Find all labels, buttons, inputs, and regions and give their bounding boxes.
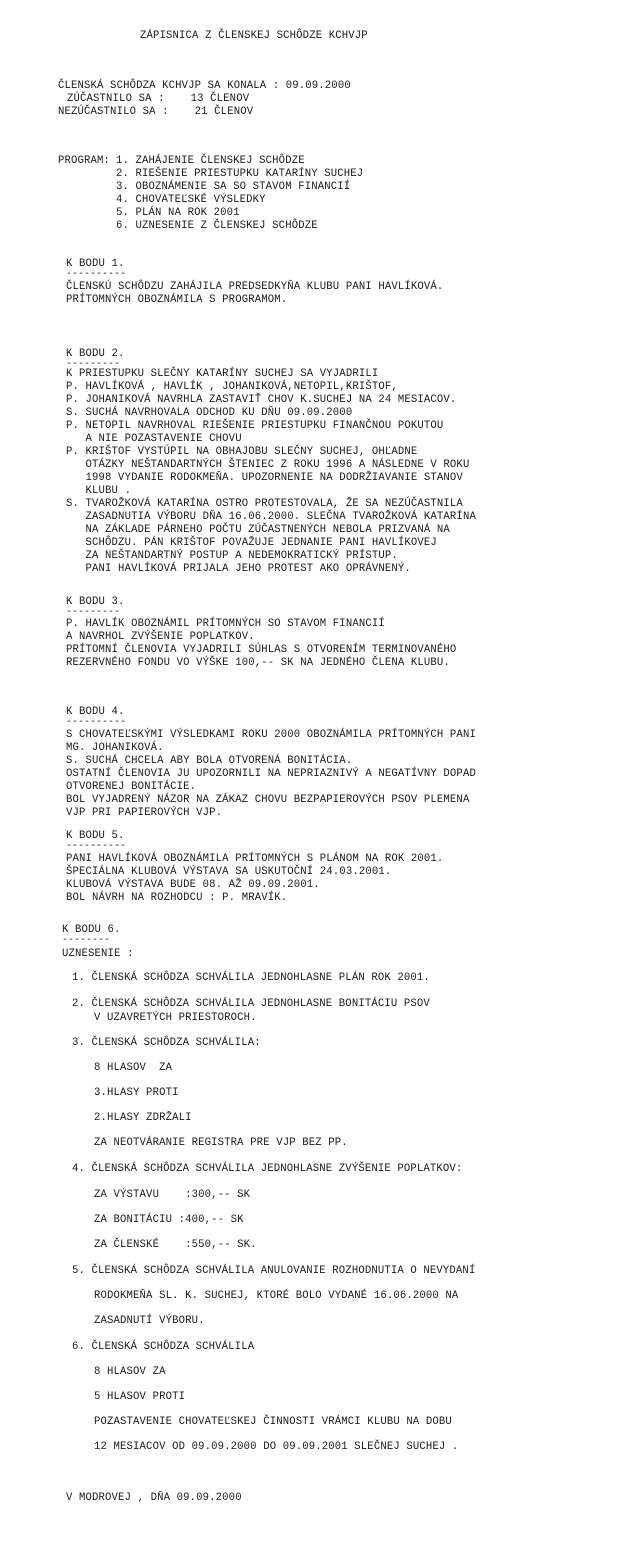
- resolution-3-text: ZA NEOTVÁRANIE REGISTRA PRE VJP BEZ PP.: [94, 1137, 348, 1149]
- fee-line: ZA VÝSTAVU :300,-- SK: [94, 1189, 251, 1201]
- text-line: PRÍTOMNÍ ČLENOVIA VYJADRILI SÚHLAS S OTVORENÍM TERMINOVANÉHO: [66, 644, 457, 656]
- text-line: BOL VYJADRENÝ NÁZOR NA ZÁKAZ CHOVU BEZPAPIEROVÝCH PSOV PLEMENA: [66, 794, 470, 806]
- section-heading: K BODU 4.: [66, 706, 125, 718]
- text-line: S. TVAROŽKOVÁ KATARÍNA OSTRO PROTESTOVALA, ŽE SA NEZÚČASTNILA: [66, 498, 463, 510]
- section-heading: K BODU 3.: [66, 596, 125, 608]
- text-line: ZASADNUTIA VÝBORU DŇA 16.06.2000. SLEČNA TVAROŽKOVÁ KATARÍNA: [66, 511, 476, 523]
- program-label: PROGRAM:: [58, 155, 111, 167]
- divider: ----------: [66, 717, 127, 728]
- divider: ---------: [66, 359, 121, 370]
- section-heading: K BODU 1.: [66, 258, 125, 270]
- section-heading: K BODU 2.: [66, 348, 125, 360]
- resolution-5: 5. ČLENSKÁ SCHÔDZA SCHVÁLILA ANULOVANIE ROZHODNUTIA O NEVYDANÍ: [72, 1265, 476, 1277]
- vote-line: 5 HLASOV PROTI: [94, 1391, 186, 1403]
- text-line: P. HAVLÍK OBOZNÁMIL PRÍTOMNÝCH SO STAVOM FINANCIÍ: [66, 618, 385, 630]
- text-line: P. KRIŠTOF VYSTÚPIL NA OBHAJOBU SLEČNY SUCHEJ, OHĽADNE: [66, 446, 418, 458]
- resolution-1: 1. ČLENSKÁ SCHÔDZA SCHVÁLILA JEDNOHLASNE PLÁN ROK 2001.: [72, 972, 430, 984]
- page-title: ZÁPISNICA Z ČLENSKEJ SCHÔDZE KCHVJP: [140, 30, 368, 42]
- resolution-6-text: POZASTAVENIE CHOVATEĽSKEJ ČINNOSTI VRÁMCI KLUBU NA DOBU: [94, 1416, 452, 1428]
- vote-line: 2.HLASY ZDRŽALI: [94, 1112, 192, 1124]
- divider: ----------: [66, 841, 127, 852]
- text-line: KLUBOVÁ VÝSTAVA BUDE 08. AŽ 09.09.2001.: [66, 879, 320, 891]
- text-line: A NAVRHOL ZVÝŠENIE POPLATKOV.: [66, 631, 255, 643]
- text-line: K PRIESTUPKU SLEČNY KATARÍNY SUCHEJ SA VYJADRILI: [66, 368, 379, 380]
- section-heading: K BODU 6.: [62, 924, 121, 936]
- resolution-2-cont: V UZAVRETÝCH PRIESTOROCH.: [94, 1012, 257, 1024]
- text-line: BOL NÁVRH NA ROZHODCU : P. MRAVÍK.: [66, 892, 288, 904]
- fee-line: ZA BONITÁCIU :400,-- SK: [94, 1214, 244, 1226]
- resolution-3: 3. ČLENSKÁ SCHÔDZA SCHVÁLILA:: [72, 1037, 261, 1049]
- resolution-2: 2. ČLENSKÁ SCHÔDZA SCHVÁLILA JEDNOHLASNE BONITÁCIU PSOV: [72, 998, 430, 1010]
- text-line: OTÁZKY NEŠTANDARTNÝCH ŠTENIEC Z ROKU 1996 A NÁSLEDNE V ROKU: [66, 459, 470, 471]
- text-line: VJP PRI PAPIEROVÝCH VJP.: [66, 807, 223, 819]
- text-line: S. SUCHÁ CHCELA ABY BOLA OTVORENÁ BONITÁCIA.: [66, 755, 353, 767]
- text-line: S. SUCHÁ NAVRHOVALA ODCHOD KU DŇU 09.09.2000: [66, 407, 353, 419]
- program-item: 3. OBOZNÁMENIE SA SO STAVOM FINANCIÍ: [116, 181, 351, 193]
- place-date-footer: V MODROVEJ , DŇA 09.09.2000: [66, 1492, 242, 1504]
- text-line: OTVORENEJ BONITÁCIE.: [66, 781, 197, 793]
- absent-count: NEZÚČASTNILO SA : 21 ČLENOV: [58, 106, 254, 118]
- divider: ----------: [66, 269, 127, 280]
- text-line: SCHÔDZU. PÁN KRIŠTOF POVAŽUJE JEDNANIE PANI HAVLÍKOVEJ: [66, 537, 437, 549]
- resolution-heading: UZNESENIE :: [62, 948, 134, 960]
- text-line: ZA NEŠTANDARTNÝ POSTUP A NEDEMOKRATICKÝ PRÍSTUP.: [66, 550, 398, 562]
- program-item: 4. CHOVATEĽSKÉ VÝSLEDKY: [116, 194, 266, 206]
- text-line: PRÍTOMNÝCH OBOZNÁMILA S PROGRAMOM.: [66, 294, 288, 306]
- text-line: REZERVNÉHO FONDU VO VÝŠKE 100,-- SK NA JEDNÉHO ČLENA KLUBU.: [66, 657, 450, 669]
- program-item: 1. ZAHÁJENIE ČLENSKEJ SCHÔDZE: [116, 155, 305, 167]
- text-line: S CHOVATEĽSKÝMI VÝSLEDKAMI ROKU 2000 OBOZNÁMILA PRÍTOMNÝCH PANI: [66, 729, 476, 741]
- section-heading: K BODU 5.: [66, 830, 125, 842]
- divider: ---------: [66, 607, 121, 618]
- vote-line: 8 HLASOV ZA: [94, 1062, 173, 1074]
- resolution-5-cont: ZASADNUTÍ VÝBORU.: [94, 1315, 205, 1327]
- text-line: OSTATNÍ ČLENOVIA JU UPOZORNILI NA NEPRIAZNIVÝ A NEGATÍVNY DOPAD: [66, 768, 476, 780]
- resolution-6-text: 12 MESIACOV OD 09.09.2000 DO 09.09.2001 SLEČNEJ SUCHEJ .: [94, 1441, 459, 1453]
- program-item: 5. PLÁN NA ROK 2001: [116, 207, 240, 219]
- text-line: MG. JOHANIKOVÁ.: [66, 742, 164, 754]
- meeting-date: ČLENSKÁ SCHÔDZA KCHVJP SA KONALA : 09.09.2000: [58, 80, 351, 92]
- vote-line: 8 HLASOV ZA: [94, 1366, 166, 1378]
- resolution-4: 4. ČLENSKÁ SCHÔDZA SCHVÁLILA JEDNOHLASNE ZVÝŠENIE POPLATKOV:: [72, 1163, 463, 1175]
- program-item: 2. RIEŠENIE PRIESTUPKU KATARÍNY SUCHEJ: [116, 168, 364, 180]
- attended-count: ZÚČASTNILO SA : 13 ČLENOV: [67, 93, 250, 105]
- text-line: P. JOHANIKOVÁ NAVRHLA ZASTAVIŤ CHOV K.SUCHEJ NA 24 MESIACOV.: [66, 394, 457, 406]
- resolution-5-cont: RODOKMEŇA SL. K. SUCHEJ, KTORÉ BOLO VYDANÉ 16.06.2000 NA: [94, 1290, 459, 1302]
- text-line: A NIE POZASTAVENIE CHOVU: [66, 433, 242, 445]
- text-line: ČLENSKÚ SCHÔDZU ZAHÁJILA PREDSEDKYŇA KLUBU PANI HAVLÍKOVÁ.: [66, 281, 444, 293]
- text-line: NA ZÁKLADE PÁRNEHO POČTU ZÚČASTNENÝCH NEBOLA PRIZVANÁ NA: [66, 524, 450, 536]
- divider: --------: [62, 935, 111, 946]
- text-line: P. HAVLÍKOVÁ , HAVLÍK , JOHANIKOVÁ,NETOPIL,KRIŠTOF,: [66, 381, 398, 393]
- text-line: 1998 VYDANIE RODOKMEŇA. UPOZORNENIE NA DODRŽIAVANIE STANOV: [66, 472, 463, 484]
- text-line: ŠPECIÁLNA KLUBOVÁ VÝSTAVA SA USKUTOČNÍ 24.03.2001.: [66, 866, 392, 878]
- text-line: PANI HAVLÍKOVÁ OBOZNÁMILA PRÍTOMNÝCH S PLÁNOM NA ROK 2001.: [66, 853, 444, 865]
- text-line: P. NETOPIL NAVRHOVAL RIEŠENIE PRIESTUPKU FINANČNOU POKUTOU: [66, 420, 444, 432]
- vote-line: 3.HLASY PROTI: [94, 1087, 179, 1099]
- program-item: 6. UZNESENIE Z ČLENSKEJ SCHÔDZE: [116, 220, 318, 232]
- text-line: KLUBU .: [66, 485, 132, 497]
- resolution-6: 6. ČLENSKÁ SCHÔDZA SCHVÁLILA: [72, 1341, 255, 1353]
- text-line: PANI HAVLÍKOVÁ PRIJALA JEHO PROTEST AKO OPRÁVNENÝ.: [66, 563, 411, 575]
- fee-line: ZA ČLENSKÉ :550,-- SK.: [94, 1239, 257, 1251]
